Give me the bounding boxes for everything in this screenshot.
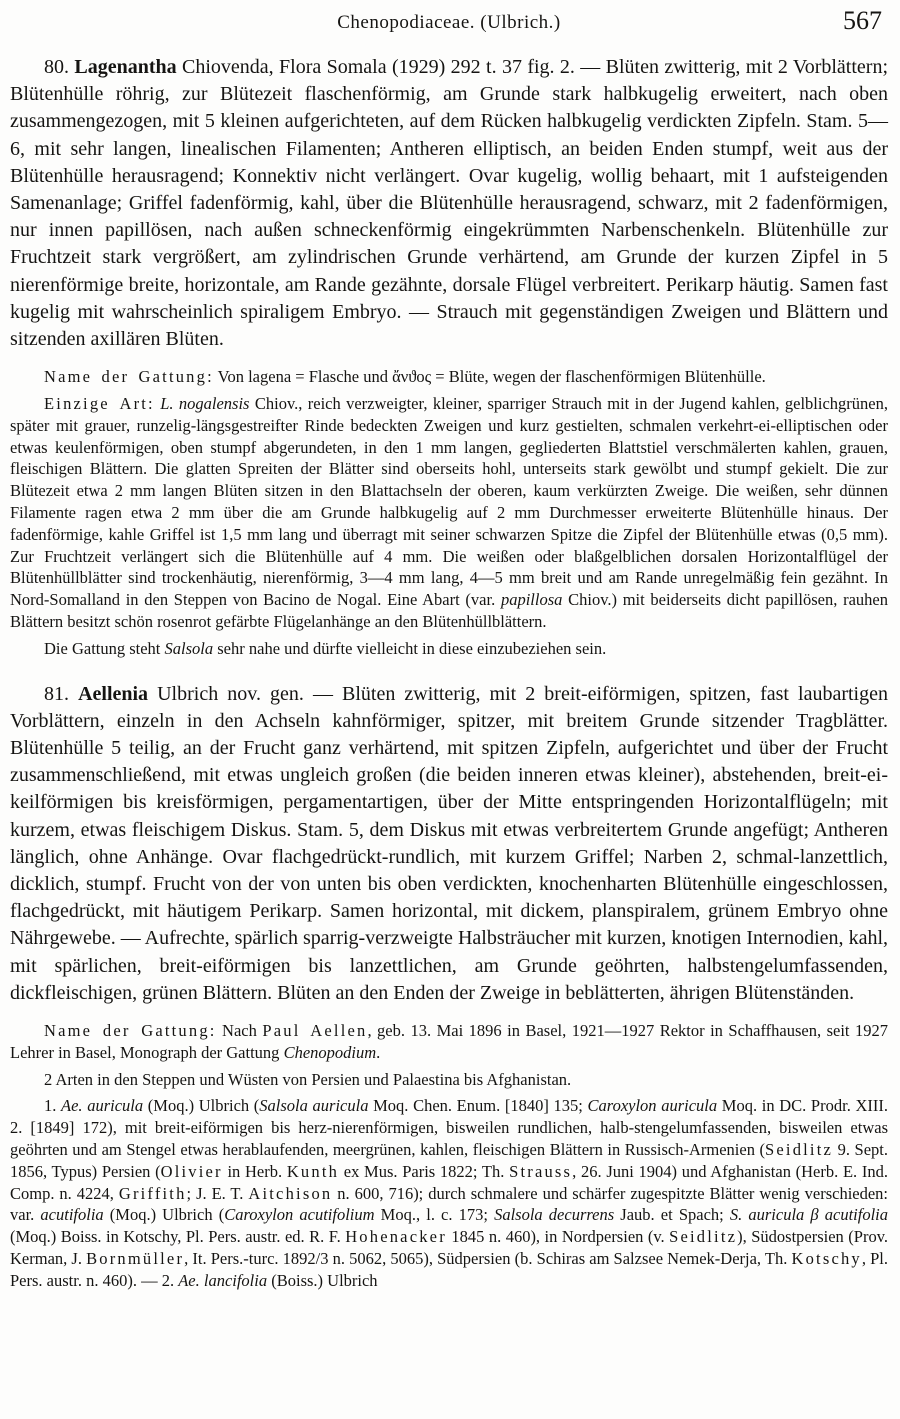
collection-text: ), Südostpersien (Prov. Kerman, J. — [10, 1227, 888, 1268]
note-text: Die Gattung steht — [44, 638, 165, 658]
synonym-s-auricula-acutifolia: S. auricula β acutifolia — [729, 1205, 888, 1225]
citation-text: Moq., l. c. 173; — [374, 1205, 495, 1225]
paragraph-name-gattung-2 — [10, 1020, 888, 1064]
collection-text: ; J. E. T. — [186, 1183, 249, 1203]
running-head — [10, 6, 888, 42]
biography-text: , geb. 13. Mai 1896 in Basel, 1921—1927 Rektor in Schaffhausen, seit 1927 Lehrer in Basel, Monograph der Gattung — [10, 1021, 888, 1062]
synonym-caroxylon-auricula: Caroxylon auricula — [587, 1096, 718, 1116]
variety-description: Chiov.) mit beiderseits dicht papillösen, rauhen Blättern besitzt schön rosenrot gefärbte Flügelanhänge an den Blütenhüllblättern. — [10, 590, 888, 631]
collector-name-strauss: Strauss — [509, 1161, 573, 1181]
collection-text: , It. Pers.-turc. 1892/3 n. 5062, 5065), Südpersien (b. Schiras am Salzsee Nemek-Derja, Th. — [184, 1249, 792, 1268]
genus-name-lagenantha: Lagenantha — [74, 56, 177, 78]
paragraph-einzige-art — [10, 393, 888, 633]
paragraph-gattung-steht — [10, 638, 888, 660]
genus-description: Chiovenda, Flora Somala (1929) 292 t. 37 fig. 2. — Blüten zwitterig, mit 2 Vorblättern; Blütenhülle röhrig, zur Blütezeit flaschenförmig, am Grunde stark halbkugelig erweitert, nach oben zusammengezogen, mit 5 kleinen aufgerichteten, auf dem Rücken halbkugelig verdickten Zipfeln. Stam. 5—6, mit sehr langen, linealischen Filamenten; Antheren elliptisch, an beiden Enden stumpf, weit aus der Blütenhülle herausragend; Konnektiv nicht verlängert. Ovar kugelig, wollig behaart, mit 1 aufsteigenden Samenanlage; Griffel fadenförmig, kahl, über die Blütenhülle herausragend, schwarz, mit 2 fadenförmigen, nur innen papillösen, nach außen schneckenförmig eingekrümmten Narbenschenkeln. Blütenhülle zur Fruchtzeit stark vergrößert, am zylindrischen Grunde verhärtend, am Grunde der kurzen Zipfel in 5 nierenförmige breite, horizontale, am Rande gezähnte, dorsale Flügel verbreitert. Perikarp häutig. Samen fast kugelig mit wahrscheinlich spiraligem Embryo. — Strauch mit gegenständigen Zweigen und Blättern und sitzenden axillären Blüten. — [10, 56, 889, 351]
collector-name-kunth: Kunth — [286, 1161, 340, 1181]
species-description: Moq. in DC. Prodr. XIII. 2. [1849] 172), mit breit-eiförmigen bis herz-nierenförmigen, bisweilen rundlichen, halb-stengelumfassenden, bisweilen etwas geöhrten und am Stengel etwas herablaufenden, meergrünen, kahlen, fleischigen Blättern in Russisch-Armenien ( — [10, 1096, 888, 1160]
genus-description: Ulbrich nov. gen. — Blüten zwitterig, mit 2 breit-eiförmigen, spitzen, fast laubartigen Vorblättern, einzeln in den Achseln kahnförmiger, spitzer, mit breitem Grunde sitzender Tragblätter. Blütenhülle 5 teilig, an der Frucht ganz verhärtend, mit spitzen Zipfeln, aufgerichtet und über der Frucht zusammenschließend, mit etwas ungleich großen (die beiden inneren etwas kleiner), abstehenden, breit-ei-keilförmigen bis kreisförmigen, pergamentartigen, über der Mitte entspringenden Horizontalflügeln; mit kurzem, etwas fleischigem Diskus. Stam. 5, dem Diskus mit etwas verbreitertem Grunde angefügt; Antheren länglich, ohne Anhänge. Ovar flachgedrückt-rundlich, mit kurzem Griffel; Narben 2, schmal-lanzettlich, dicklich, stumpf. Frucht von der von unten bis oben verdickten, knochenharten Blütenhülle eingeschlossen, flachgedrückt, mit häutigem Perikarp. Samen horizontal, mit dickem, planspiralem, grünem Embryo ohne Nährgewebe. — Aufrechte, spärlich sparrig-verzweigte Halbsträucher mit kurzen, knotigen Internodien, kahl, mit spärlichen, breit-eiförmigen bis lanzettlichen, am Grunde geöhrten, halbstengelumfassenden, dickfleischigen, grünen Blättern. Blüten an den Enden der Zweige in beblätterten, ährigen Blütenständen. — [10, 682, 888, 1004]
author-citation: (Moq.) Ulbrich ( — [103, 1205, 225, 1225]
collector-name-kotschy: Kotschy — [791, 1249, 862, 1268]
distribution-text: 2 Arten in den Steppen und Wüsten von Persien und Palaestina bis Afghanistan. — [44, 1069, 572, 1089]
person-name-paul-aellen: Paul Aellen — [262, 1021, 368, 1041]
etymology-text: Von lagena = Flasche und ἄνϑος = Blüte, wegen der flaschenförmigen Blütenhülle. — [213, 367, 766, 387]
collector-name-olivier: Olivier — [160, 1161, 223, 1181]
collection-text: , Pl. Pers. austr. n. 460). — 2. — [10, 1249, 889, 1290]
entry-number: 81. — [44, 682, 79, 705]
paragraph-species-auricula — [10, 1095, 888, 1291]
author-citation: (Boiss.) Ulbrich — [267, 1270, 378, 1290]
variety-name-acutifolia: acutifolia — [40, 1205, 104, 1225]
collection-text: in Herb. — [222, 1161, 287, 1181]
family-header: Chenopodiaceae. (Ulbrich.) — [337, 12, 561, 33]
collection-text: 1845 n. 460), in Nordpersien (v. — [446, 1227, 670, 1247]
species-name-auricula: Ae. auricula — [61, 1096, 144, 1116]
synonym-caroxylon-acutifolium: Caroxylon acutifolium — [224, 1205, 375, 1225]
synonym-salsola-decurrens: Salsola decurrens — [494, 1205, 615, 1225]
species-description: Chiov., reich verzweigter, kleiner, sparriger Strauch mit in der Jugend kahlen, gelblichgrünen, später mit grauer, runzelig-längsgestreifter Rinde bedeckten Zweigen und kurz gestielten, schmalen verkehrt-ei-elliptischen oder etwas keulenförmigen, oben stumpf abgerundeten, in den 1 mm langen, gegliederten Blattstiel verschmälerten kahlen, grauen, fleischigen Blättern. Die glatten Spreiten der Blätter sind oberseits hohl, unterseits stark gewölbt und stumpf gekielt. Die zur Blütezeit etwa 2 mm langen Blüten sitzen in den Blattachseln der oberen, kaum verkürzten Zweige. Die weißen, sehr dünnen Filamente ragen etwa 2 mm über die am Grunde halbkugelig auf 2 mm Durchmesser erweiterte Blütenhülle hinaus. Der fadenförmige, kahle Griffel ist 1,5 mm lang und überragt mit seiner schwarzen Spitze die Zipfel der Blütenhülle etwas (0,5 mm). Zur Fruchtzeit verlängert sich die Blütenhülle auf 4 mm. Die weißen oder blaßgelblichen dorsalen Horizontalflügel der Blütenhüllblätter sind trockenhäutig, nierenförmig, 3—4 mm lang, 4—5 mm breit und am Rande unregelmäßig fein gezähnt. In Nord-Somalland in den Steppen von Bacino de Nogal. Eine Abart (var. — [10, 394, 888, 610]
collector-name-hohenacker: Hohenacker — [345, 1227, 447, 1247]
sentence-period: . — [376, 1042, 381, 1062]
citation-text: (Moq.) Boiss. in Kotschy, Pl. Pers. austr. ed. R. F. — [10, 1227, 346, 1247]
note-text-continued: sehr nahe und dürfte vielleicht in diese einzubeziehen sein. — [213, 638, 607, 658]
collector-name-seidlitz: Seidlitz — [765, 1140, 834, 1160]
etymology-text: Nach — [216, 1021, 263, 1041]
genus-name-aellenia: Aellenia — [78, 682, 149, 705]
entry-number: 80. — [44, 56, 75, 78]
collection-text: 9. Sept. 1856, Typus) Persien ( — [10, 1140, 888, 1181]
collector-name-griffith: Griffith — [118, 1183, 187, 1203]
paragraph-genus-aellenia — [10, 681, 888, 1007]
variety-name-papillosa: papillosa — [500, 590, 563, 610]
einzige-art-label: Einzige Art: — [44, 394, 155, 414]
citation-text: Jaub. et Spach; — [614, 1205, 730, 1225]
paragraph-name-gattung-1 — [10, 366, 888, 388]
name-der-gattung-label: Name der Gattung: — [44, 367, 214, 387]
paragraph-arten-count — [10, 1069, 888, 1091]
species-name-lancifolia: Ae. lancifolia — [178, 1270, 268, 1290]
species-name-nogalensis: L. nogalensis — [154, 394, 250, 414]
page-number: 567 — [843, 6, 882, 35]
paragraph-genus-lagenantha — [10, 54, 888, 353]
genus-name-salsola: Salsola — [164, 638, 214, 658]
species-number: 1. — [44, 1096, 62, 1116]
author-citation: (Moq.) Ulbrich ( — [143, 1096, 260, 1116]
collector-name-aitchison: Aitchison — [248, 1183, 333, 1203]
collector-name-bornmueller: Bornmüller — [86, 1249, 185, 1268]
name-der-gattung-label: Name der Gattung: — [44, 1021, 217, 1041]
synonym-salsola-auricula: Salsola auricula — [259, 1096, 369, 1116]
collection-text: , 26. Juni 1904) und Afghanistan (Herb. E. Ind. Comp. n. 4224, — [10, 1161, 888, 1203]
citation-text: Moq. Chen. Enum. [1840] 135; — [368, 1096, 588, 1116]
genus-name-chenopodium: Chenopodium — [283, 1042, 377, 1062]
variety-intro-text: n. 600, 716); durch schmalere und schärfer zugespitzte Blätter wenig verschieden: var. — [10, 1183, 889, 1225]
collection-text: ex Mus. Paris 1822; Th. — [339, 1161, 510, 1181]
collector-name-seidlitz: Seidlitz — [669, 1227, 738, 1247]
